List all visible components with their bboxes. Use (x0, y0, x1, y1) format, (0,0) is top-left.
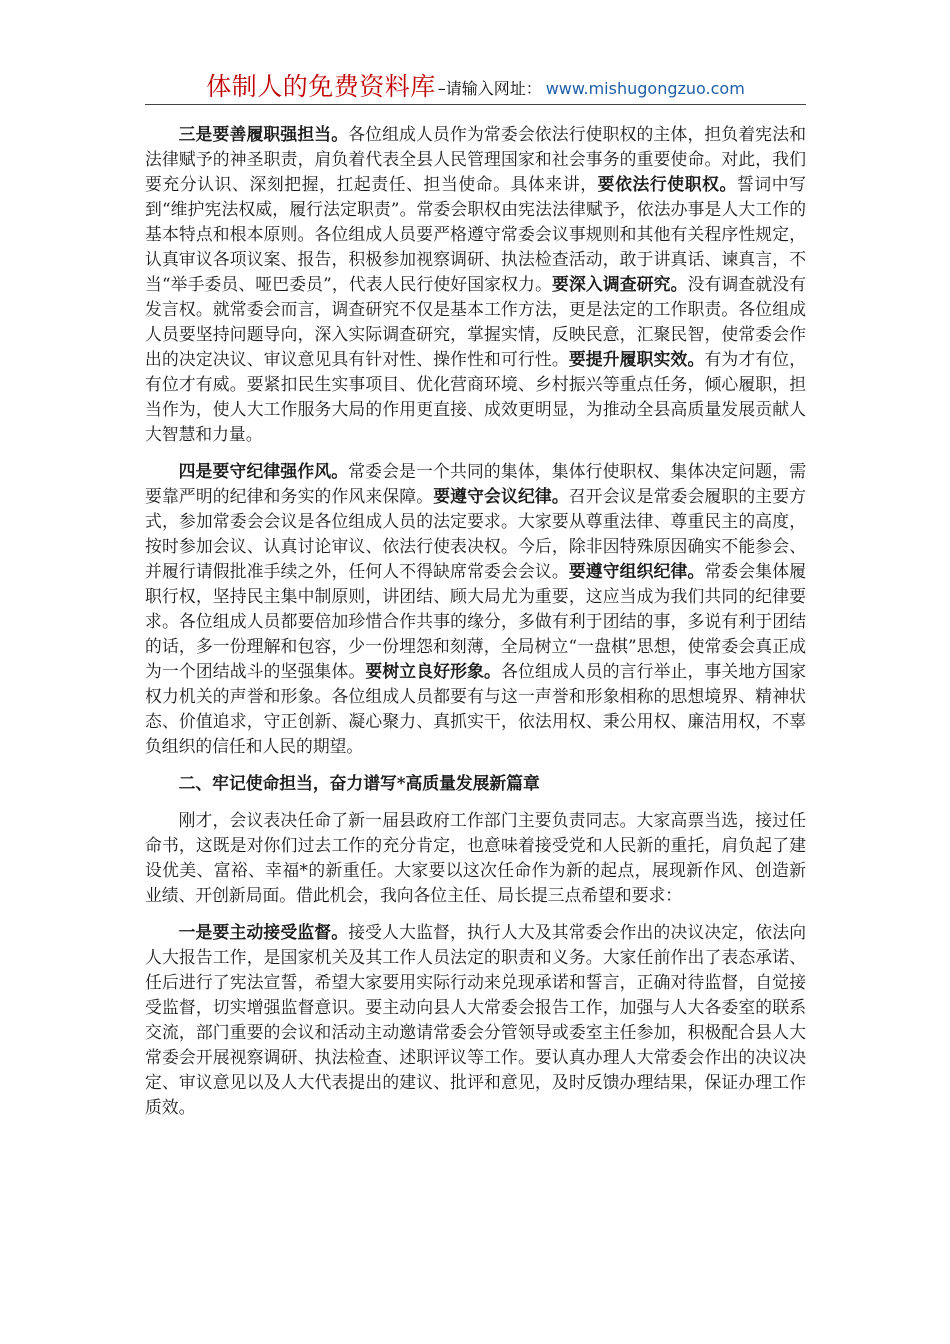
paragraph-run: 召开会议是常委会履职的主要方式，参加常委会会议是各位组成人员的法定要求。大家要从尊重法律、尊重民主的高度，按时参加会议、认真讨论审议、依法行使表决权。今后，除非因特殊原因确实不能参会、并履行请假批准手续之外，任何人不得缺席常委会会议。 (145, 486, 806, 581)
paragraph-run: 一是要主动接受监督。 (178, 922, 349, 942)
paragraph-run: 没有调查就没有发言权。就常委会而言，调查研究不仅是基本工作方法，更是法定的工作职责。各位组成人员要坚持问题导向，深入实际调查研究，掌握实情，反映民意，汇聚民智，使常委会作出的决定决议、审议意见具有针对性、操作性和可行性。 (145, 274, 806, 369)
header-url-link[interactable]: www.mishugongzuo.com (545, 79, 745, 98)
paragraph-run: 有为才有位，有位才有威。要紧扣民生实事项目、优化营商环境、乡村振兴等重点任务，倾心履职，担当作为，使人大工作服务大局的作用更直接、成效更明显，为推动全县高质量发展贡献人大智慧和力量。 (145, 349, 806, 444)
paragraph-run: 接受人大监督，执行人大及其常委会作出的决议决定，依法向人大报告工作，是国家机关及其工作人员法定的职责和义务。大家任前作出了表态承诺、任后进行了宪法宣誓，希望大家要用实际行动来兑现承诺和誓言，正确对待监督，自觉接受监督，切实增强监督意识。要主动向县人大常委会报告工作，加强与人大各委室的联系交流，部门重要的会议和活动主动邀请常委会分管领导或委室主任参加，积极配合县人大常委会开展视察调研、执法检查、述职评议等工作。要认真办理人大常委会作出的决议决定、审议意见以及人大代表提出的建议、批评和意见，及时反馈办理结果，保证办理工作质效。 (145, 922, 806, 1117)
paragraph-run: 誓词中写到“维护宪法权威，履行法定职责”。常委会职权由宪法法律赋予，依法办事是人大工作的基本特点和根本原则。各位组成人员要严格遵守常委会议事规则和其他有关程序性规定，认真审议各项议案、报告，积极参加视察调研、执法检查活动，敢于讲真话、谏真言，不当“举手委员、哑巴委员”，代表人民行使好国家权力。 (145, 174, 806, 294)
paragraph-appointment (145, 808, 806, 908)
paragraph-run: 要提升履职实效。 (568, 349, 705, 369)
document-body (145, 122, 806, 1132)
paragraph-run: 各位组成人员作为常委会依法行使职权的主体，担负着宪法和法律赋予的神圣职责，肩负着代表全县人民管理国家和社会事务的重要使命。对此，我们要充分认识、深刻把握，扛起责任、担当使命。具体来讲， (145, 124, 806, 194)
paragraph-run: 常委会是一个共同的集体，集体行使职权、集体决定问题，需要靠严明的纪律和务实的作风来保障。 (145, 461, 806, 506)
paragraph-run: 要树立良好形象。 (365, 661, 502, 681)
paragraph-run: 各位组成人员的言行举止，事关地方国家权力机关的声誉和形象。各位组成人员都要有与这一声誉和形象相称的思想境界、精神状态、价值追求，守正创新、凝心聚力、真抓实干，依法用权、秉公用权、廉洁用权，不辜负组织的信任和人民的期望。 (145, 661, 806, 756)
header-brand: 体制人的免费资料库 (206, 72, 436, 101)
paragraph-run: 刚才，会议表决任命了新一届县政府工作部门主要负责同志。大家高票当选，接过任命书，这既是对你们过去工作的充分肯定，也意味着接受党和人民新的重托，肩负起了建设优美、富裕、幸福*的新重任。大家要以这次任命作为新的起点，展现新作风、创造新业绩、开创新局面。借此机会，我向各位主任、局长提三点希望和要求： (145, 810, 806, 905)
paragraph-1-supervision (145, 920, 806, 1120)
header-divider (145, 104, 806, 105)
paragraph-run: 要深入调查研究。 (552, 274, 688, 294)
paragraph-run: 常委会集体履职行权，坚持民主集中制原则，讲团结、顾大局尤为重要，这应当成为我们共同的纪律要求。各位组成人员都要倍加珍惜合作共事的缘分，多做有利于团结的事，多说有利于团结的话，多一份理解和包容，少一份埋怨和刻薄，全局树立“一盘棋”思想，使常委会真正成为一个团结战斗的坚强集体。 (145, 561, 806, 681)
paragraph-run: 要遵守组织纪律。 (568, 561, 705, 581)
paragraph-run: 四是要守纪律强作风。 (178, 461, 349, 481)
paragraph-run: 要依法行使职权。 (597, 174, 737, 194)
paragraph-run: 要遵守会议纪律。 (433, 486, 569, 506)
section-heading: 二、牢记使命担当，奋力谱写*高质量发展新篇章 (178, 773, 540, 793)
page-header (145, 72, 806, 102)
header-prompt: –请输入网址： (437, 79, 542, 98)
paragraph-3-duty (145, 122, 806, 447)
paragraph-4-discipline (145, 459, 806, 759)
paragraph-run: 三是要善履职强担当。 (178, 124, 349, 144)
